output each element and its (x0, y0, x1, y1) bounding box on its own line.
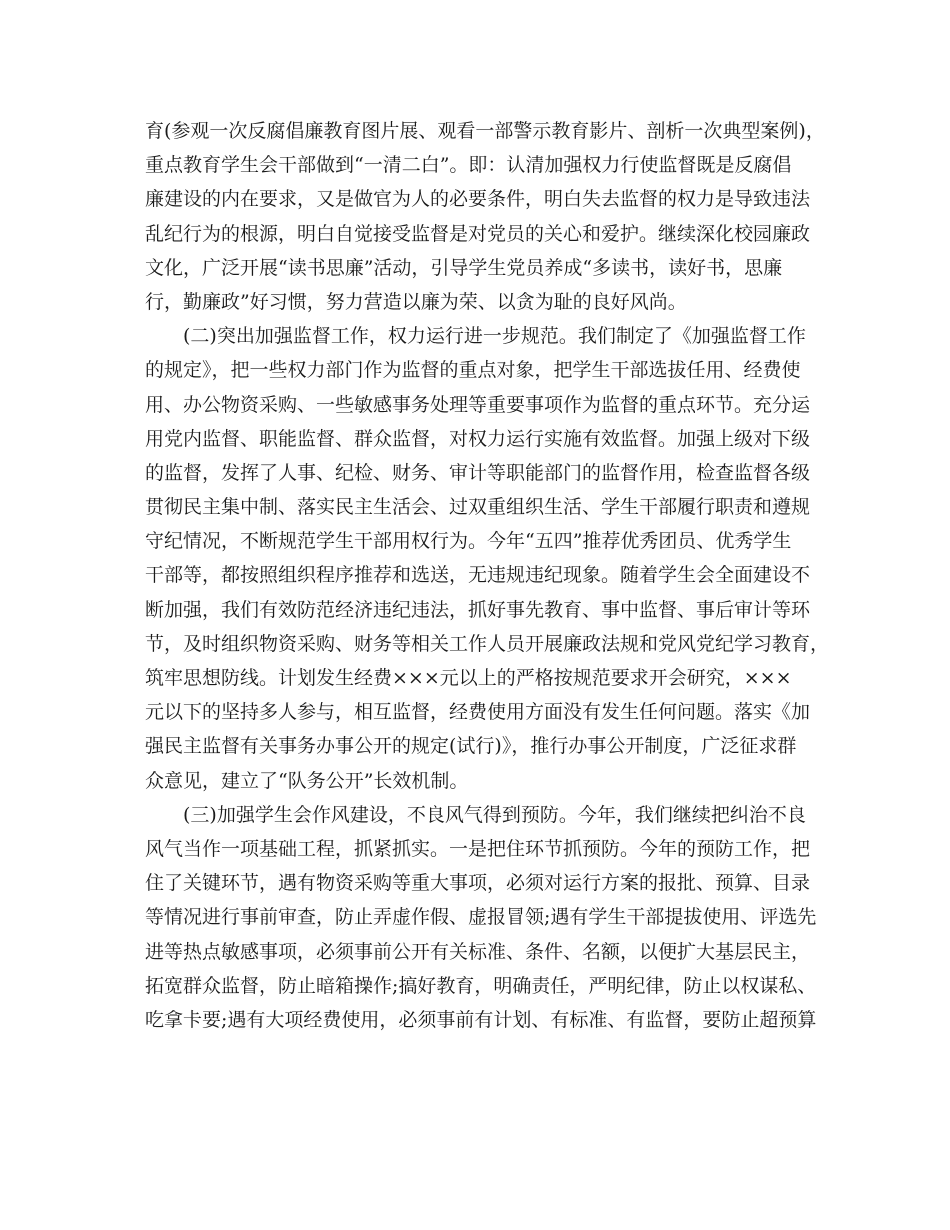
text-line: 育(参观一次反腐倡廉教育图片展、观看一部警示教育影片、剖析一次典型案例)， (145, 120, 825, 142)
text-line: 节，及时组织物资采购、财务等相关工作人员开展廉政法规和党风党纪学习教育， (145, 632, 830, 655)
document-body (145, 114, 830, 1037)
text-line: 等情况进行事前审查，防止弄虚作假、虚报冒领;遇有学生干部提拔使用、评选先 (145, 906, 817, 929)
text-line: 元以下的坚持多人参与，相互监督，经费使用方面没有发生任何问题。落实《加 (145, 701, 811, 724)
text-line: 进等热点敏感事项，必须事前公开有关标准、条件、名额，以便扩大基层民主， (145, 940, 811, 963)
text-line: 众意见，建立了“队务公开”长效机制。 (145, 769, 469, 792)
text-line: 的规定》，把一些权力部门作为监督的重点对象，把学生干部选拔任用、经费使 (145, 359, 801, 382)
paragraph-start-line: (二)突出加强监督工作，权力运行进一步规范。我们制定了《加强监督工作 (183, 325, 806, 348)
text-line: 风气当作一项基础工程，抓紧抓实。一是把住环节抓预防。今年的预防工作，把 (145, 837, 811, 860)
text-line: 贯彻民主集中制、落实民主生活会、过双重组织生活、学生干部履行职责和遵规 (145, 496, 811, 519)
text-line: 用党内监督、职能监督、群众监督，对权力运行实施有效监督。加强上级对下级 (145, 427, 811, 450)
text-line: 乱纪行为的根源，明白自觉接受监督是对党员的关心和爱护。继续深化校园廉政 (145, 222, 811, 245)
text-line: 用、办公物资采购、一些敏感事务处理等重要事项作为监督的重点环节。充分运 (145, 393, 811, 416)
text-line: 守纪情况，不断规范学生干部用权行为。今年“五四”推荐优秀团员、优秀学生 (145, 530, 792, 553)
text-line: 重点教育学生会干部做到“一清二白”。即：认清加强权力行使监督既是反腐倡 (145, 154, 792, 177)
text-line: 廉建设的内在要求，又是做官为人的必要条件，明白失去监督的权力是导致违法 (145, 188, 811, 211)
paragraph-start-line: (三)加强学生会作风建设，不良风气得到预防。今年，我们继续把纠治不良 (183, 803, 806, 826)
text-line: 拓宽群众监督，防止暗箱操作;搞好教育，明确责任，严明纪律，防止以权谋私、 (145, 974, 817, 997)
text-line: 筑牢思想防线。计划发生经费×××元以上的严格按规范要求开会研究，××× (145, 667, 792, 689)
text-line: 干部等，都按照组织程序推荐和选送，无违规违纪现象。随着学生会全面建设不 (145, 564, 811, 587)
text-line: 行，勤廉政”好习惯，努力营造以廉为荣、以贪为耻的良好风尚。 (145, 290, 687, 313)
text-line: 文化，广泛开展“读书思廉”活动，引导学生党员养成“多读书，读好书，思廉 (145, 256, 783, 279)
text-line: 断加强，我们有效防范经济违纪违法，抓好事先教育、事中监督、事后审计等环 (145, 598, 811, 621)
text-line: 强民主监督有关事务办事公开的规定(试行)》，推行办事公开制度，广泛征求群 (145, 735, 797, 758)
text-line: 吃拿卡要;遇有大项经费使用，必须事前有计划、有标准、有监督，要防止超预算 (145, 1008, 817, 1031)
text-line: 住了关键环节，遇有物资采购等重大事项，必须对运行方案的报批、预算、目录 (145, 872, 811, 895)
text-line: 的监督，发挥了人事、纪检、财务、审计等职能部门的监督作用，检查监督各级 (145, 461, 811, 484)
